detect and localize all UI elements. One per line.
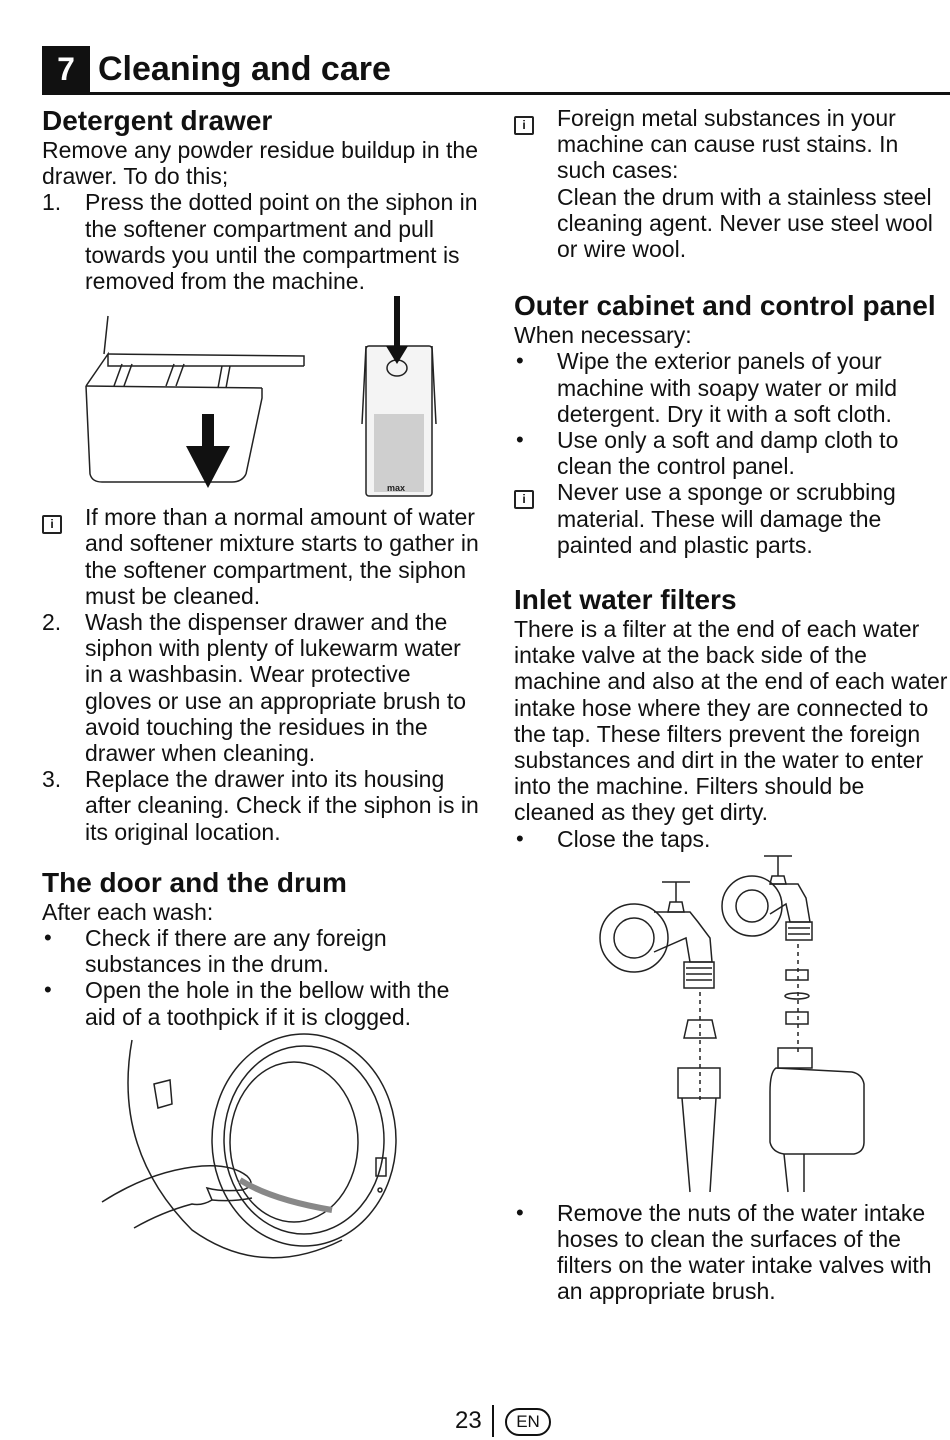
- step-3: [42, 766, 482, 845]
- door-bullet-1: [42, 925, 482, 977]
- cabinet-bullet-1: [514, 348, 950, 427]
- bullet-text: Check if there are any foreign substances in the drum.: [85, 925, 387, 978]
- detergent-drawer-illustration: [42, 294, 482, 504]
- note-text-2: Clean the drum with a stainless steel cleaning agent. Never use steel wool or wire wool.: [557, 183, 933, 263]
- rust-note: [514, 105, 950, 262]
- step-text: Replace the drawer into its housing after cleaning. Check if the siphon is in its original location.: [85, 766, 479, 845]
- bullet-icon: •: [516, 825, 524, 851]
- chapter-header: [42, 46, 950, 94]
- outer-cabinet-intro: When necessary:: [514, 322, 692, 349]
- door-drum-illustration: [42, 1030, 482, 1270]
- filter-bullet-2: [514, 1200, 950, 1305]
- tap-filter-illustration: [514, 852, 950, 1200]
- inlet-filters-intro: There is a filter at the end of each water intake valve at the back side of the machine and also at the end of each water intake hose where they are connected to the tap. These filters prevent the foreign substances and dirt in the water to enter into the machine. Filters should be cleaned as they get dirty.: [514, 616, 948, 826]
- step-text: Press the dotted point on the siphon in the softener compartment and pull towards you until the compartment is removed from the machine.: [85, 189, 478, 295]
- door-drum-intro: After each wash:: [42, 898, 214, 925]
- bullet-text: Open the hole in the bellow with the aid of a toothpick if it is clogged.: [85, 977, 450, 1030]
- bullet-text: Remove the nuts of the water intake hoses to clean the surfaces of the filters on the water intake valves with an appropriate brush.: [557, 1199, 932, 1305]
- chapter-number: 7: [42, 46, 90, 92]
- info-icon: i: [42, 504, 82, 531]
- bullet-text: Close the taps.: [557, 825, 711, 852]
- chapter-title: Cleaning and care: [98, 50, 391, 88]
- note-text: Foreign metal substances in your machine can cause rust stains. In such cases:: [557, 105, 899, 184]
- step-number: 3.: [42, 766, 62, 793]
- inlet-filters-heading: Inlet water filters: [514, 584, 737, 616]
- bullet-icon: •: [516, 1199, 524, 1225]
- note-text: Never use a sponge or scrubbing material. These will damage the painted and plastic parts.: [557, 479, 896, 558]
- outer-cabinet-heading: Outer cabinet and control panel: [514, 290, 936, 322]
- bullet-icon: •: [516, 348, 524, 374]
- info-icon: i: [514, 105, 554, 132]
- right-column: [514, 105, 950, 1305]
- info-icon: i: [514, 479, 554, 506]
- bullet-text: Use only a soft and damp cloth to clean the control panel.: [557, 427, 899, 480]
- header-rule: [42, 92, 950, 95]
- cabinet-note: [514, 479, 950, 558]
- cabinet-bullet-2: [514, 427, 950, 479]
- bullet-icon: •: [516, 427, 524, 453]
- footer-divider: [492, 1405, 494, 1437]
- page-number: 23: [455, 1407, 482, 1434]
- detergent-drawer-heading: Detergent drawer: [42, 105, 273, 136]
- detergent-drawer-intro: Remove any powder residue buildup in the drawer. To do this;: [42, 137, 478, 190]
- siphon-note: [42, 504, 482, 609]
- note-text: If more than a normal amount of water and softener mixture starts to gather in the softener compartment, the siphon must be cleaned.: [85, 504, 479, 609]
- step-1: [42, 189, 482, 294]
- bullet-icon: •: [44, 925, 52, 951]
- filter-bullet-1: [514, 826, 950, 852]
- step-2: [42, 609, 482, 766]
- bullet-text: Wipe the exterior panels of your machine with soapy water or mild detergent. Dry it with a soft cloth.: [557, 348, 898, 427]
- bullet-icon: •: [44, 977, 52, 1003]
- door-drum-heading: The door and the drum: [42, 866, 347, 898]
- step-number: 2.: [42, 609, 62, 636]
- max-label: max: [387, 483, 406, 494]
- language-badge: EN: [505, 1408, 551, 1436]
- step-text: Wash the dispenser drawer and the siphon with plenty of lukewarm water in a washbasin. Wear protective gloves or use an appropriate brush to avoid touching the residues in the drawer when cleaning.: [85, 609, 467, 767]
- left-column: [42, 105, 482, 1270]
- door-bullet-2: [42, 977, 482, 1029]
- page-footer: [0, 1405, 950, 1437]
- step-number: 1.: [42, 189, 62, 216]
